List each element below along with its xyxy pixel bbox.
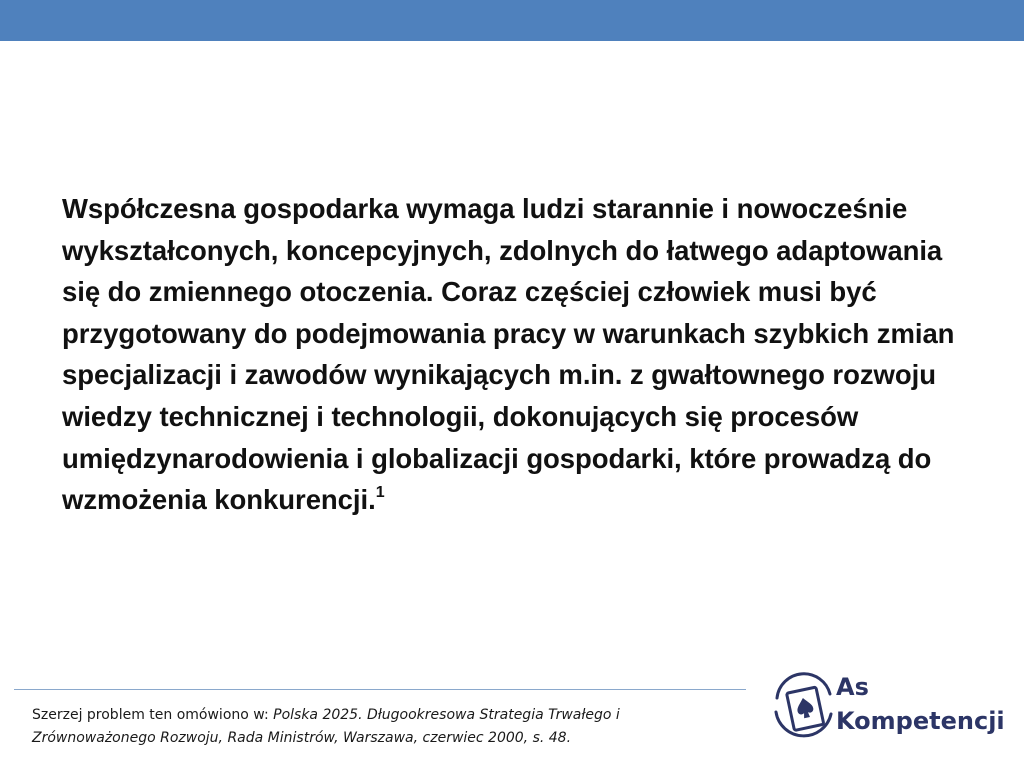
top-header-band: [0, 0, 1024, 41]
footnote-marker: 1: [375, 484, 385, 501]
footnote-lead: Szerzej problem ten omówiono w:: [32, 707, 274, 723]
spade-card-icon: [770, 672, 838, 742]
main-paragraph: Współczesna gospodarka wymaga ludzi starannie i nowocześnie wykształconych, koncepcyjnych, zdolnych do łatwego adaptowania się do zmiennego otoczenia. Coraz częściej człowiek musi być przygotowany do podejmowania pracy w warunkach szybkich zmian specjalizacji i zawodów wynikających m.in. z gwałtownego rozwoju wiedzy technicznej i technologii, dokonujących się procesów umiędzynarodowienia i globalizacji gospodarki, które prowadzą do wzmożenia konkurencji.: [62, 193, 955, 516]
footnote-text: [32, 704, 732, 750]
as-kompetencji-logo: [770, 672, 1005, 746]
footnote-divider: [14, 689, 746, 690]
logo-text-as: As: [836, 673, 869, 701]
footnote-source: Polska 2025. Długookresowa Strategia Trwałego i Zrównoważonego Rozwoju, Rada Ministrów, Warszawa, czerwiec 2000, s. 48.: [32, 707, 620, 746]
logo-text-kompetencji: Kompetencji: [836, 707, 1005, 735]
slide-main-text: [62, 188, 962, 521]
